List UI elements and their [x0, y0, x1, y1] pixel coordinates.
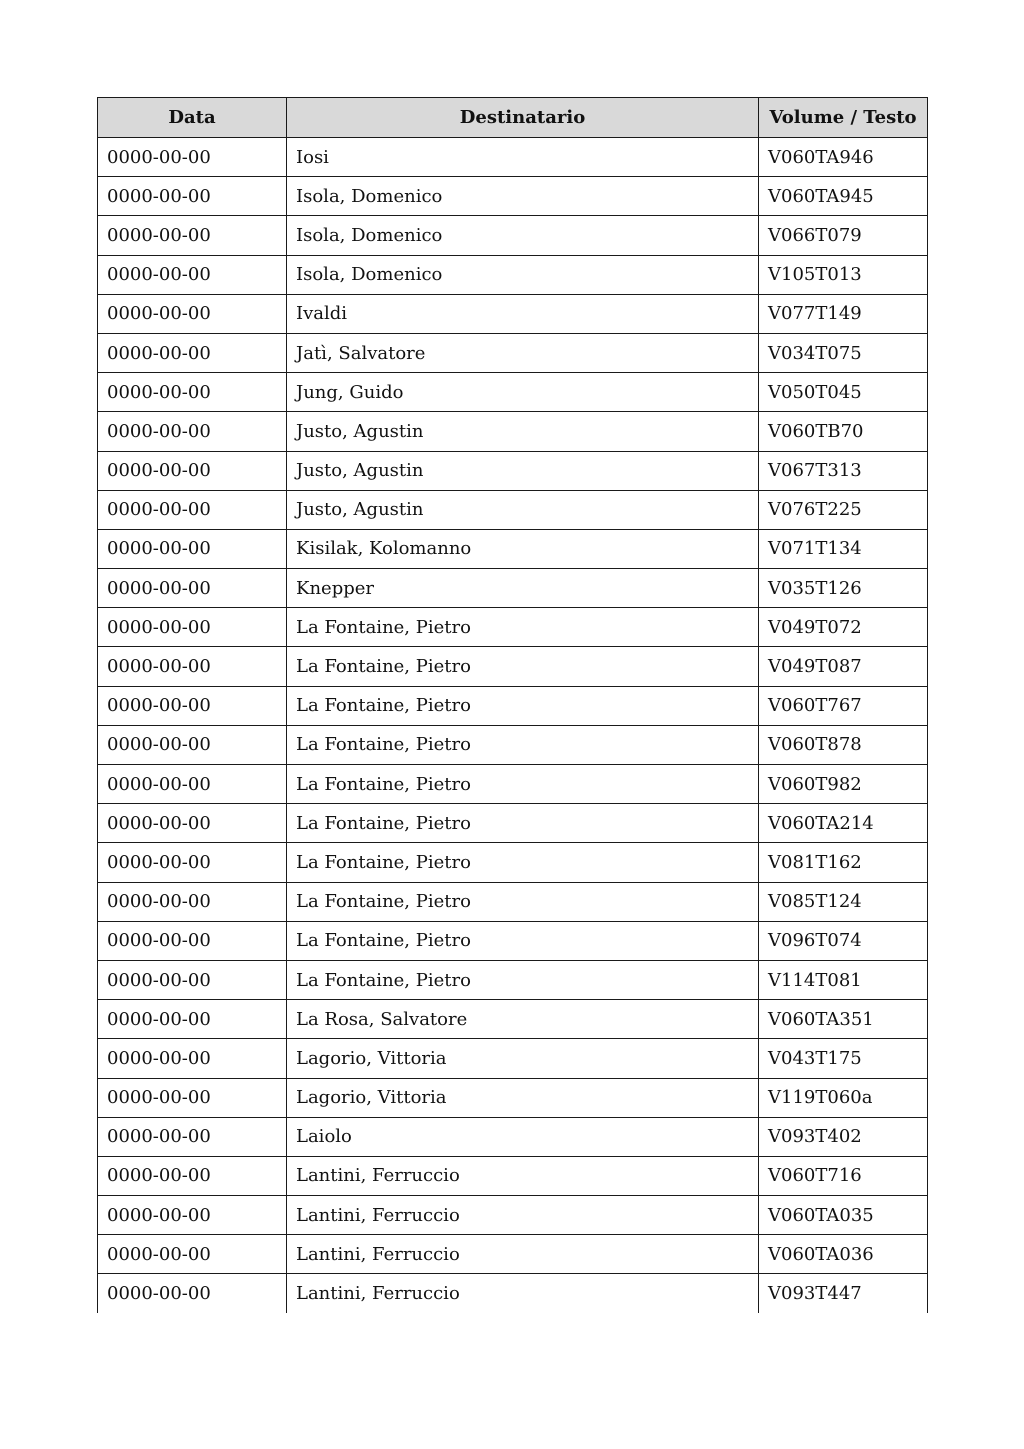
- cell-volume: V060TA036: [759, 1235, 928, 1274]
- cell-recipient: La Fontaine, Pietro: [287, 843, 759, 882]
- cell-volume: V060T982: [759, 765, 928, 804]
- cell-date: 0000-00-00: [98, 608, 287, 647]
- cell-volume: V050T045: [759, 373, 928, 412]
- table-row: [98, 294, 928, 333]
- cell-recipient: Lagorio, Vittoria: [287, 1078, 759, 1117]
- cell-recipient: La Fontaine, Pietro: [287, 960, 759, 999]
- cell-date: 0000-00-00: [98, 1274, 287, 1313]
- cell-recipient: Laiolo: [287, 1117, 759, 1156]
- cell-date: 0000-00-00: [98, 843, 287, 882]
- cell-recipient: Knepper: [287, 569, 759, 608]
- cell-date: 0000-00-00: [98, 1000, 287, 1039]
- cell-date: 0000-00-00: [98, 686, 287, 725]
- table-row: [98, 843, 928, 882]
- cell-volume: V060TB70: [759, 412, 928, 451]
- cell-date: 0000-00-00: [98, 216, 287, 255]
- table-row: [98, 960, 928, 999]
- header-row: [98, 98, 928, 138]
- cell-recipient: Lantini, Ferruccio: [287, 1196, 759, 1235]
- cell-recipient: Lantini, Ferruccio: [287, 1274, 759, 1313]
- cell-date: 0000-00-00: [98, 255, 287, 294]
- cell-volume: V105T013: [759, 255, 928, 294]
- cell-recipient: Lagorio, Vittoria: [287, 1039, 759, 1078]
- table-row: [98, 529, 928, 568]
- cell-date: 0000-00-00: [98, 804, 287, 843]
- cell-volume: V076T225: [759, 490, 928, 529]
- table-row: [98, 451, 928, 490]
- table-body: [98, 138, 928, 1314]
- cell-recipient: Lantini, Ferruccio: [287, 1156, 759, 1195]
- cell-volume: V114T081: [759, 960, 928, 999]
- cell-date: 0000-00-00: [98, 647, 287, 686]
- cell-recipient: La Rosa, Salvatore: [287, 1000, 759, 1039]
- cell-date: 0000-00-00: [98, 333, 287, 372]
- letters-table: [97, 97, 928, 1313]
- cell-recipient: La Fontaine, Pietro: [287, 647, 759, 686]
- cell-recipient: Lantini, Ferruccio: [287, 1235, 759, 1274]
- column-header-date: Data: [98, 98, 287, 138]
- cell-recipient: Justo, Agustin: [287, 412, 759, 451]
- cell-volume: V060T767: [759, 686, 928, 725]
- cell-volume: V096T074: [759, 921, 928, 960]
- cell-date: 0000-00-00: [98, 765, 287, 804]
- table-row: [98, 373, 928, 412]
- table-row: [98, 1039, 928, 1078]
- table-row: [98, 569, 928, 608]
- cell-date: 0000-00-00: [98, 921, 287, 960]
- cell-volume: V060TA945: [759, 177, 928, 216]
- table-header: [98, 98, 928, 138]
- table-row: [98, 1274, 928, 1313]
- table-row: [98, 686, 928, 725]
- cell-recipient: Isola, Domenico: [287, 255, 759, 294]
- cell-date: 0000-00-00: [98, 569, 287, 608]
- cell-date: 0000-00-00: [98, 490, 287, 529]
- table-row: [98, 1156, 928, 1195]
- cell-volume: V043T175: [759, 1039, 928, 1078]
- cell-date: 0000-00-00: [98, 294, 287, 333]
- table-row: [98, 333, 928, 372]
- cell-recipient: Justo, Agustin: [287, 451, 759, 490]
- cell-date: 0000-00-00: [98, 177, 287, 216]
- cell-volume: V035T126: [759, 569, 928, 608]
- cell-recipient: La Fontaine, Pietro: [287, 765, 759, 804]
- cell-recipient: Jatì, Salvatore: [287, 333, 759, 372]
- table-row: [98, 138, 928, 177]
- cell-recipient: La Fontaine, Pietro: [287, 804, 759, 843]
- cell-recipient: Kisilak, Kolomanno: [287, 529, 759, 568]
- cell-recipient: Ivaldi: [287, 294, 759, 333]
- cell-recipient: Isola, Domenico: [287, 177, 759, 216]
- cell-volume: V085T124: [759, 882, 928, 921]
- cell-date: 0000-00-00: [98, 373, 287, 412]
- cell-recipient: Isola, Domenico: [287, 216, 759, 255]
- cell-recipient: La Fontaine, Pietro: [287, 882, 759, 921]
- cell-date: 0000-00-00: [98, 451, 287, 490]
- cell-volume: V060TA946: [759, 138, 928, 177]
- cell-volume: V077T149: [759, 294, 928, 333]
- cell-volume: V081T162: [759, 843, 928, 882]
- cell-date: 0000-00-00: [98, 412, 287, 451]
- cell-recipient: La Fontaine, Pietro: [287, 725, 759, 764]
- cell-volume: V071T134: [759, 529, 928, 568]
- column-header-recipient: Destinatario: [287, 98, 759, 138]
- table-row: [98, 1117, 928, 1156]
- cell-date: 0000-00-00: [98, 138, 287, 177]
- cell-recipient: Jung, Guido: [287, 373, 759, 412]
- cell-volume: V049T087: [759, 647, 928, 686]
- column-header-volume: Volume / Testo: [759, 98, 928, 138]
- table-row: [98, 725, 928, 764]
- cell-volume: V066T079: [759, 216, 928, 255]
- cell-volume: V067T313: [759, 451, 928, 490]
- cell-volume: V034T075: [759, 333, 928, 372]
- cell-volume: V060TA035: [759, 1196, 928, 1235]
- cell-recipient: Justo, Agustin: [287, 490, 759, 529]
- cell-date: 0000-00-00: [98, 1078, 287, 1117]
- cell-volume: V093T447: [759, 1274, 928, 1313]
- cell-volume: V049T072: [759, 608, 928, 647]
- cell-recipient: La Fontaine, Pietro: [287, 921, 759, 960]
- table-row: [98, 490, 928, 529]
- cell-date: 0000-00-00: [98, 1235, 287, 1274]
- table-row: [98, 804, 928, 843]
- cell-date: 0000-00-00: [98, 960, 287, 999]
- cell-date: 0000-00-00: [98, 1196, 287, 1235]
- table-row: [98, 1196, 928, 1235]
- cell-date: 0000-00-00: [98, 1039, 287, 1078]
- table-row: [98, 1000, 928, 1039]
- table-row: [98, 882, 928, 921]
- table-row: [98, 216, 928, 255]
- cell-date: 0000-00-00: [98, 882, 287, 921]
- table-row: [98, 647, 928, 686]
- table-row: [98, 608, 928, 647]
- table-row: [98, 765, 928, 804]
- cell-recipient: La Fontaine, Pietro: [287, 608, 759, 647]
- cell-volume: V060TA214: [759, 804, 928, 843]
- cell-recipient: Iosi: [287, 138, 759, 177]
- table-row: [98, 921, 928, 960]
- cell-date: 0000-00-00: [98, 1117, 287, 1156]
- table-row: [98, 177, 928, 216]
- cell-volume: V060T878: [759, 725, 928, 764]
- table-row: [98, 1078, 928, 1117]
- cell-volume: V093T402: [759, 1117, 928, 1156]
- cell-volume: V060T716: [759, 1156, 928, 1195]
- cell-volume: V119T060a: [759, 1078, 928, 1117]
- table-row: [98, 412, 928, 451]
- cell-date: 0000-00-00: [98, 529, 287, 568]
- cell-date: 0000-00-00: [98, 1156, 287, 1195]
- cell-recipient: La Fontaine, Pietro: [287, 686, 759, 725]
- table-row: [98, 255, 928, 294]
- table-row: [98, 1235, 928, 1274]
- cell-date: 0000-00-00: [98, 725, 287, 764]
- cell-volume: V060TA351: [759, 1000, 928, 1039]
